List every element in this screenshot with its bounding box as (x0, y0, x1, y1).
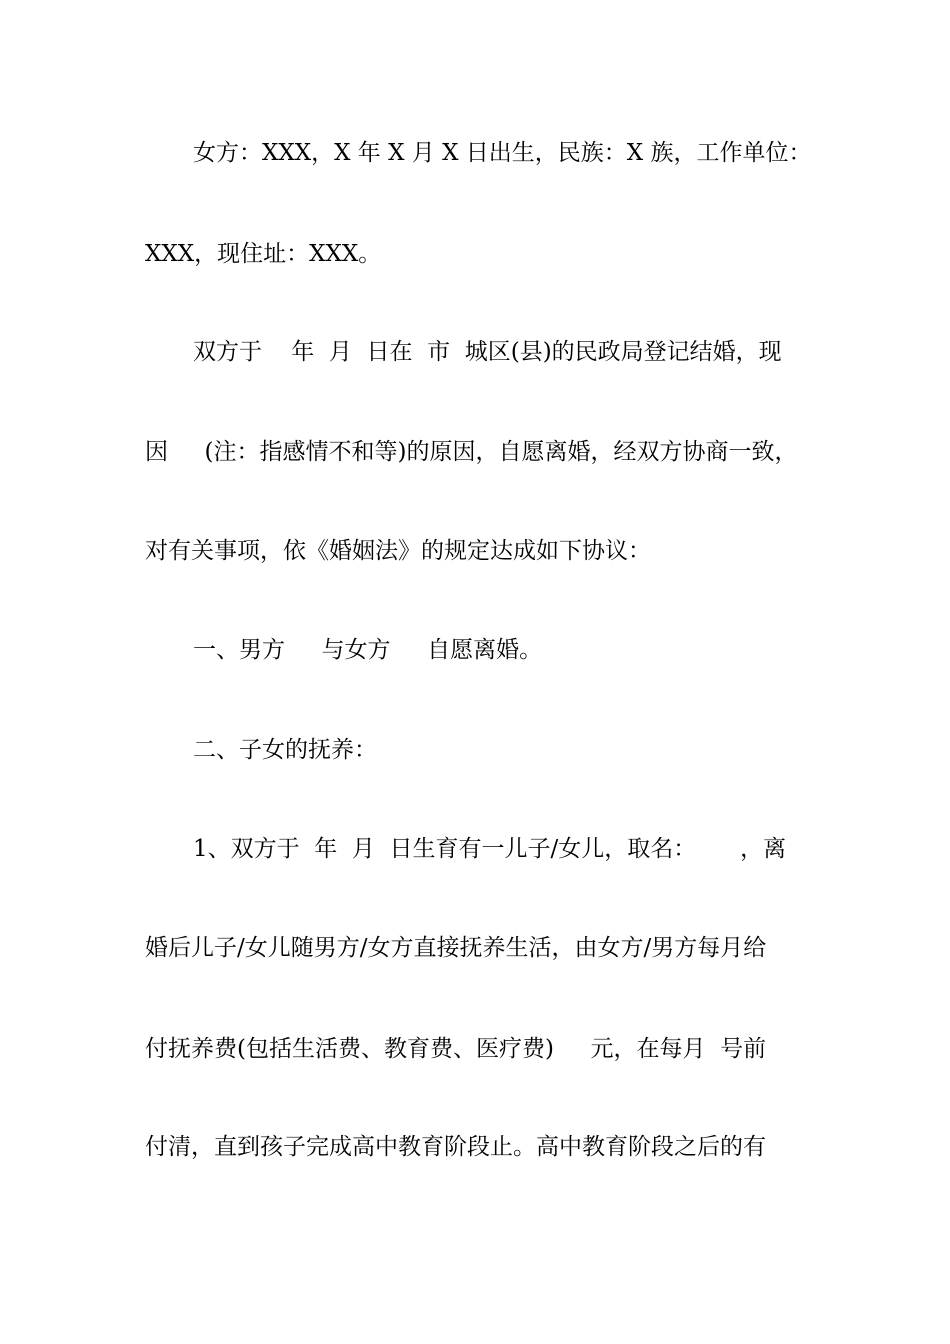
text-line-4: 因 (注：指感情不和等)的原因，自愿离婚，经双方协商一致， (145, 439, 798, 465)
text-line-10: 付抚养费(包括生活费、教育费、医疗费) 元，在每月 号前 (145, 1036, 767, 1062)
text-line-5: 对有关事项，依《婚姻法》的规定达成如下协议： (145, 538, 651, 564)
text-line-7: 二、子女的抚养： (193, 737, 377, 763)
text-line-1: 女方：XXX，X 年 X 月 X 日出生，民族：X 族，工作单位： (193, 140, 812, 166)
text-line-6: 一、男方 与女方 自愿离婚。 (193, 637, 543, 663)
text-line-9: 婚后儿子/女儿随男方/女方直接抚养生活，由女方/男方每月给 (145, 935, 767, 961)
text-line-2: XXX，现住址：XXX。 (145, 241, 382, 267)
text-line-11: 付清，直到孩子完成高中教育阶段止。高中教育阶段之后的有 (145, 1134, 766, 1160)
text-line-3: 双方于 年 月 日在 市 城区(县)的民政局登记结婚，现 (193, 339, 782, 365)
text-line-8: 1、双方于 年 月 日生育有一儿子/女儿，取名： ，离 (193, 836, 787, 862)
